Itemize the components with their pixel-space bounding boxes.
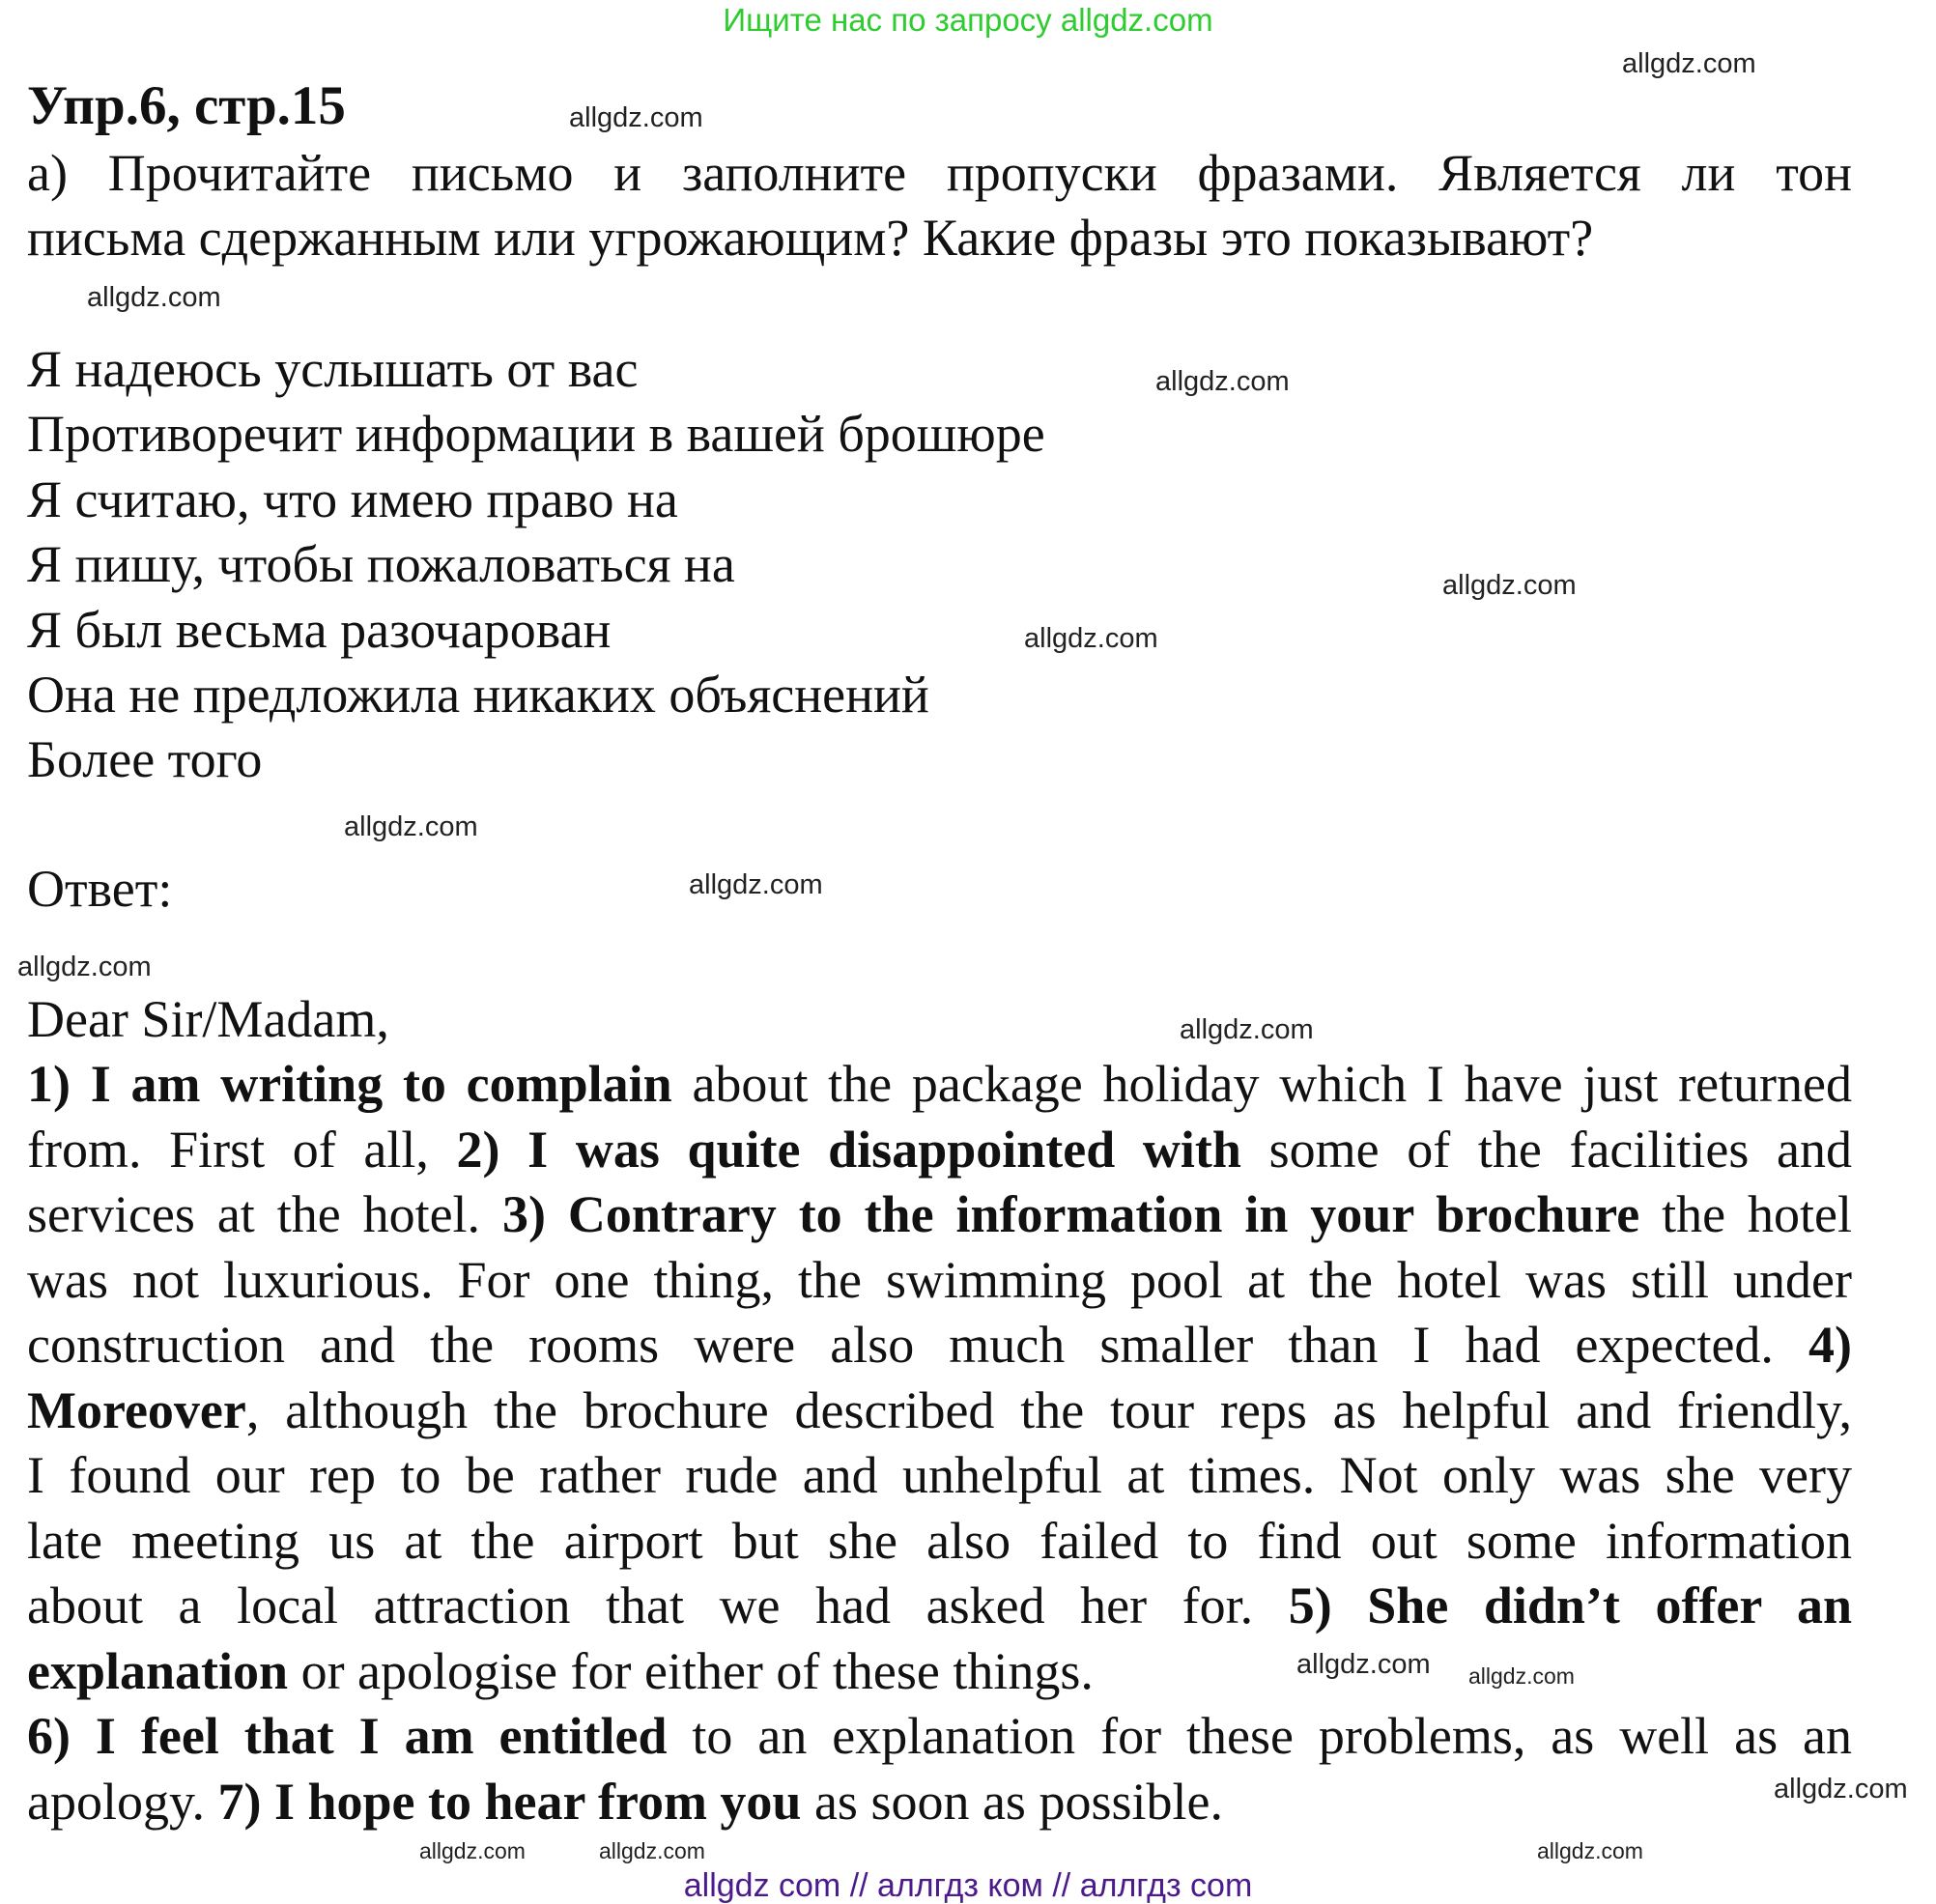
letter-line <box>27 1443 1852 1507</box>
letter-text: construction and the rooms were also much smaller than I had expected. <box>27 1316 1809 1374</box>
search-banner: Ищите нас по запросу allgdz.com <box>723 2 1213 38</box>
letter-text: about the package holiday which I have just returned <box>671 1055 1852 1113</box>
phrase-item: Я пишу, чтобы пожаловаться на <box>27 535 735 593</box>
watermark: allgdz.com <box>344 811 478 842</box>
letter-line <box>27 1770 1223 1833</box>
watermark: allgdz.com <box>17 952 152 982</box>
letter-text: about a local attraction that we had asked her for. <box>27 1577 1289 1634</box>
letter-line <box>27 1182 1852 1246</box>
footer-links[interactable]: allgdz com // аллгдз ком // аллгдз com <box>683 1867 1253 1904</box>
watermark: allgdz.com <box>689 869 823 900</box>
phrase-item: Я был весьма разочарован <box>27 601 612 659</box>
watermark: allgdz.com <box>1180 1014 1314 1045</box>
letter-text: from. First of all, <box>27 1120 457 1179</box>
phrase-item: Более того <box>27 730 263 788</box>
letter-text: apology. <box>27 1772 218 1831</box>
letter-text: I found our rep to be rather rude and unhelpful at times. Not only was she very <box>27 1446 1852 1504</box>
phrase-item: Я считаю, что имею право на <box>27 470 678 528</box>
letter-text: , although the brochure described the tour reps as helpful and friendly, <box>245 1380 1852 1439</box>
phrase-item: Она не предложила никаких объяснений <box>27 666 929 724</box>
watermark: allgdz.com <box>1442 570 1577 601</box>
letter-line <box>27 1248 1852 1312</box>
watermark: allgdz.com <box>1155 366 1290 397</box>
watermark: allgdz.com <box>1774 1774 1908 1805</box>
answer-label: Ответ: <box>27 860 173 918</box>
letter-line <box>27 1509 1852 1573</box>
letter-text: as soon as possible. <box>801 1772 1223 1831</box>
letter-text: or apologise for either of these things. <box>288 1641 1094 1700</box>
watermark: allgdz.com <box>87 282 221 313</box>
letter-text: to an explanation for these problems, as well as an <box>667 1707 1852 1765</box>
letter-line <box>27 1118 1852 1181</box>
watermark: allgdz.com <box>1468 1663 1575 1689</box>
phrase-item: Противоречит информации в вашей брошюре <box>27 405 1045 463</box>
key-phrase: Moreover <box>27 1380 246 1439</box>
watermark: allgdz.com <box>1537 1838 1643 1863</box>
letter-text: the hotel <box>1639 1185 1852 1243</box>
letter-line <box>27 1574 1852 1637</box>
letter-text: services at the hotel. <box>27 1185 502 1243</box>
watermark: allgdz.com <box>419 1838 526 1863</box>
key-phrase: 4) <box>1808 1316 1852 1374</box>
key-phrase: 1) I am writing to complain <box>27 1055 672 1113</box>
letter-line <box>27 1378 1852 1442</box>
watermark: allgdz.com <box>599 1838 705 1863</box>
letter-line <box>27 1052 1852 1116</box>
task-line: а) Прочитайте письмо и заполните пропуски фразами. Является ли тон <box>27 144 1852 202</box>
exercise-title: Упр.6, стр.15 <box>27 75 346 136</box>
key-phrase: 6) I feel that I am entitled <box>27 1707 668 1765</box>
letter-line <box>27 1313 1852 1377</box>
watermark: allgdz.com <box>569 102 703 133</box>
letter-line <box>27 1639 1094 1703</box>
key-phrase: 2) I was quite disappointed with <box>456 1120 1241 1179</box>
watermark: allgdz.com <box>1296 1649 1431 1680</box>
phrase-item: Я надеюсь услышать от вас <box>27 340 639 398</box>
key-phrase: 3) Contrary to the information in your brochure <box>501 1185 1640 1243</box>
key-phrase: 7) I hope to hear from you <box>217 1772 802 1831</box>
letter-line <box>27 1704 1852 1768</box>
key-phrase: 5) She didn’t offer an <box>1288 1577 1852 1634</box>
key-phrase: explanation <box>27 1641 289 1700</box>
letter-text: some of the facilities and <box>1240 1120 1852 1179</box>
letter-text: late meeting us at the airport but she also failed to find out some information <box>27 1511 1852 1570</box>
watermark: allgdz.com <box>1024 623 1158 654</box>
letter-text: was not luxurious. For one thing, the swimming pool at the hotel was still under <box>27 1250 1852 1309</box>
watermark: allgdz.com <box>1622 48 1756 79</box>
letter-greeting: Dear Sir/Madam, <box>27 990 389 1048</box>
task-line: письма сдержанным или угрожающим? Какие фразы это показывают? <box>27 209 1594 267</box>
